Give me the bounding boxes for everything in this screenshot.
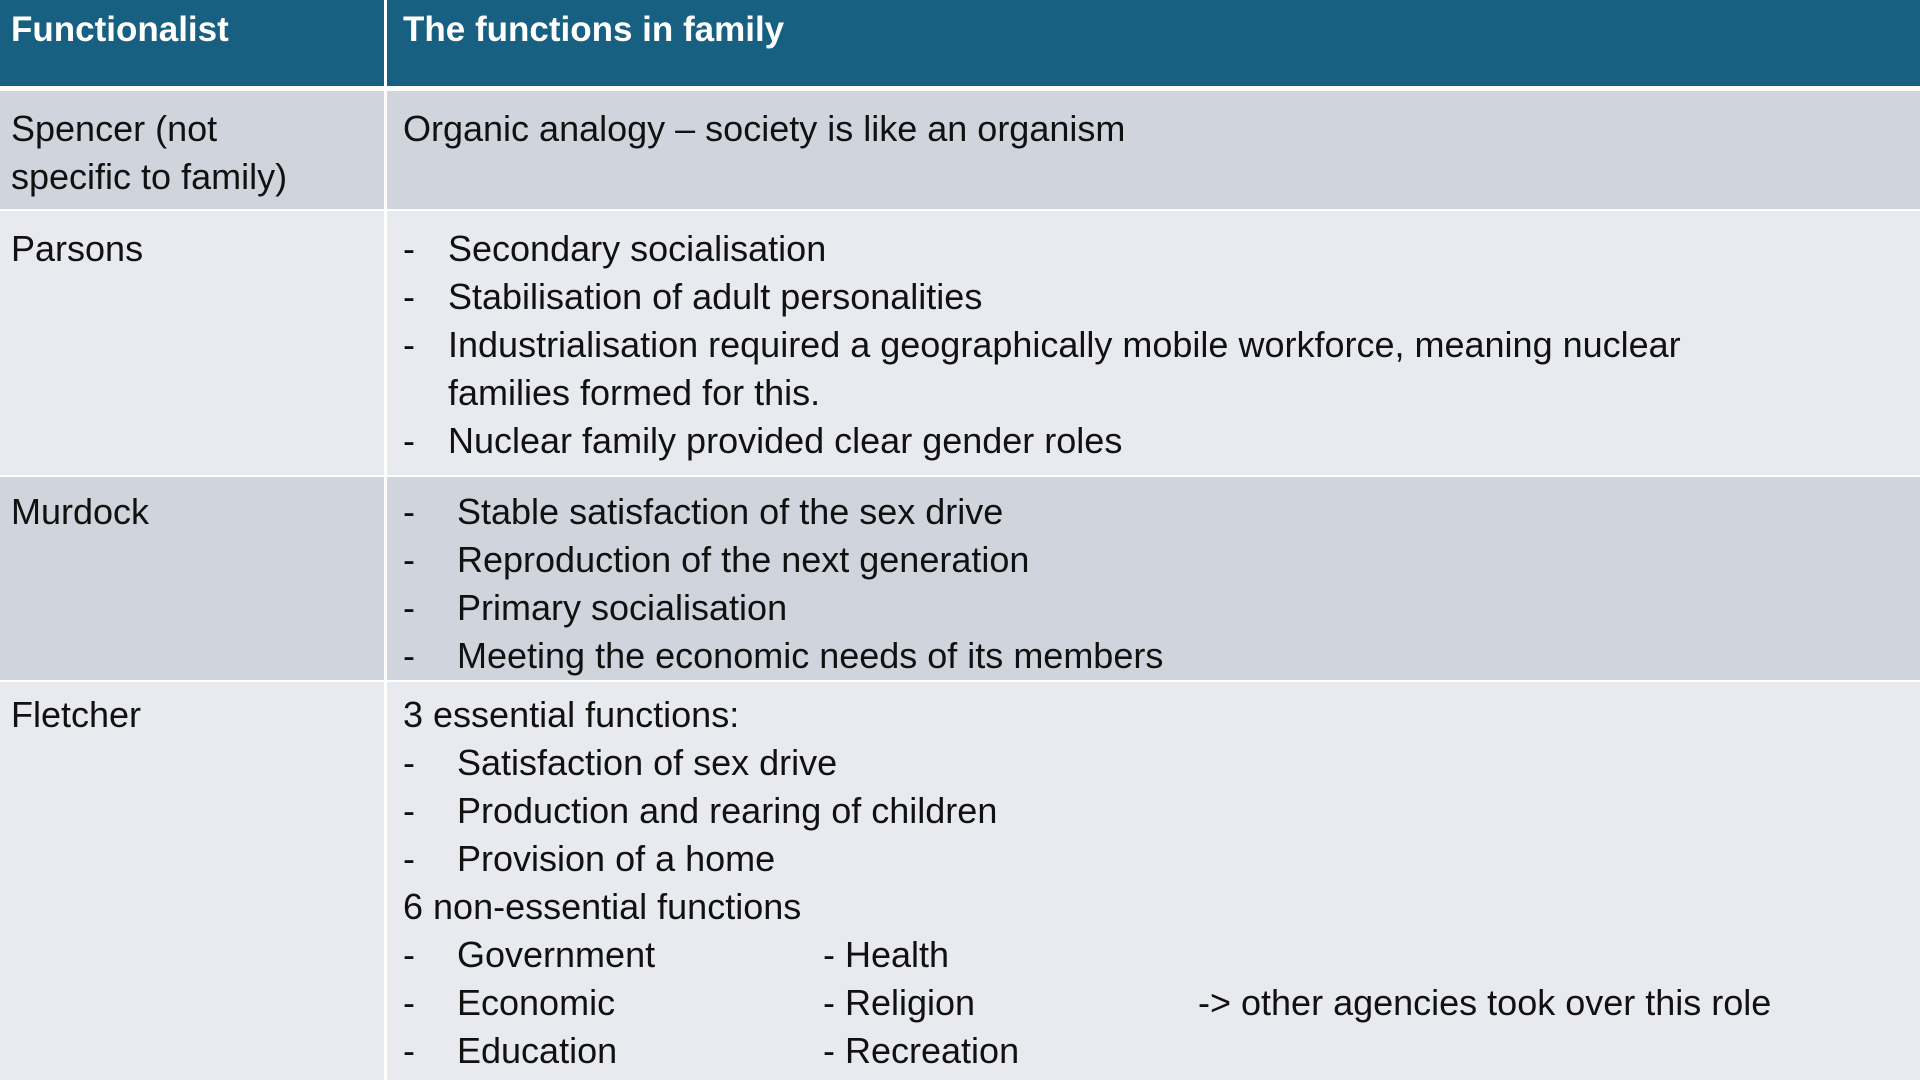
agencies-note: -> other agencies took over this role (1198, 982, 1772, 1023)
non-essential-item: - Recreation (823, 1030, 1020, 1071)
list-item-text: families formed for this. (448, 372, 821, 413)
non-essential-item: Education (457, 1030, 618, 1071)
non-essential-item: Economic (457, 982, 616, 1023)
list-item (403, 417, 1920, 465)
list-item-text: Industrialisation required a geographically mobile workforce, meaning nuclear (448, 324, 1681, 365)
dash: - (403, 324, 415, 365)
functionalist-name: Fletcher (0, 682, 387, 1080)
non-essential-item: Government (457, 934, 656, 975)
non-essential-item: - Health (823, 934, 950, 975)
list-item-text: Production and rearing of children (457, 790, 998, 831)
dash: - (403, 982, 415, 1023)
dash: - (403, 539, 415, 580)
list-item-text: Meeting the economic needs of its members (457, 635, 1164, 676)
list-item-text: Nuclear family provided clear gender roles (448, 420, 1123, 461)
table-row-murdock (0, 477, 1920, 680)
list-item (403, 739, 1920, 787)
list-item-text: Provision of a home (457, 838, 776, 879)
dash: - (403, 1030, 415, 1071)
dash: - (403, 587, 415, 628)
dash: - (403, 228, 415, 269)
dash: - (403, 276, 415, 317)
list-item-text: Reproduction of the next generation (457, 539, 1030, 580)
dash: - (403, 635, 415, 676)
list-item (403, 835, 1920, 883)
header-functionalist: Functionalist (0, 0, 387, 86)
dash: - (403, 420, 415, 461)
function-text: Organic analogy – society is like an organism (403, 108, 1126, 149)
non-essential-row (403, 979, 1920, 1027)
table-row-spencer (0, 91, 1920, 209)
dash: - (403, 934, 415, 975)
name-line: Spencer (not (11, 108, 218, 149)
dash: - (403, 838, 415, 879)
list-item (403, 321, 1920, 369)
essential-heading: 3 essential functions: (403, 694, 740, 735)
list-item-text: Primary socialisation (457, 587, 788, 628)
functions-cell (390, 682, 1920, 1080)
list-item (403, 488, 1920, 536)
functionalist-name: Murdock (0, 477, 387, 680)
list-item (403, 787, 1920, 835)
list-item-text: Stable satisfaction of the sex drive (457, 491, 1004, 532)
list-item-text: Stabilisation of adult personalities (448, 276, 983, 317)
table-row-parsons (0, 211, 1920, 475)
non-essential-heading: 6 non-essential functions (403, 886, 802, 927)
non-essential-row (403, 931, 1920, 979)
functionalist-name: Parsons (0, 211, 387, 475)
non-essential-item: - Religion (823, 982, 976, 1023)
list-item (403, 536, 1920, 584)
functionalist-name (0, 91, 387, 209)
dash: - (403, 742, 415, 783)
list-item (403, 632, 1920, 680)
list-item-continuation (403, 369, 1920, 417)
table-header (0, 0, 1920, 86)
table-row-fletcher (0, 682, 1920, 1080)
functions-cell (390, 211, 1920, 475)
list-item (403, 225, 1920, 273)
name-line: specific to family) (11, 156, 288, 197)
functions-cell (390, 477, 1920, 680)
header-functions: The functions in family (403, 10, 785, 49)
dash: - (403, 491, 415, 532)
list-item-text: Satisfaction of sex drive (457, 742, 838, 783)
non-essential-row (403, 1027, 1920, 1075)
list-item (403, 584, 1920, 632)
list-item-text: Secondary socialisation (448, 228, 827, 269)
functions-cell (390, 91, 1920, 209)
list-item (403, 273, 1920, 321)
dash: - (403, 790, 415, 831)
